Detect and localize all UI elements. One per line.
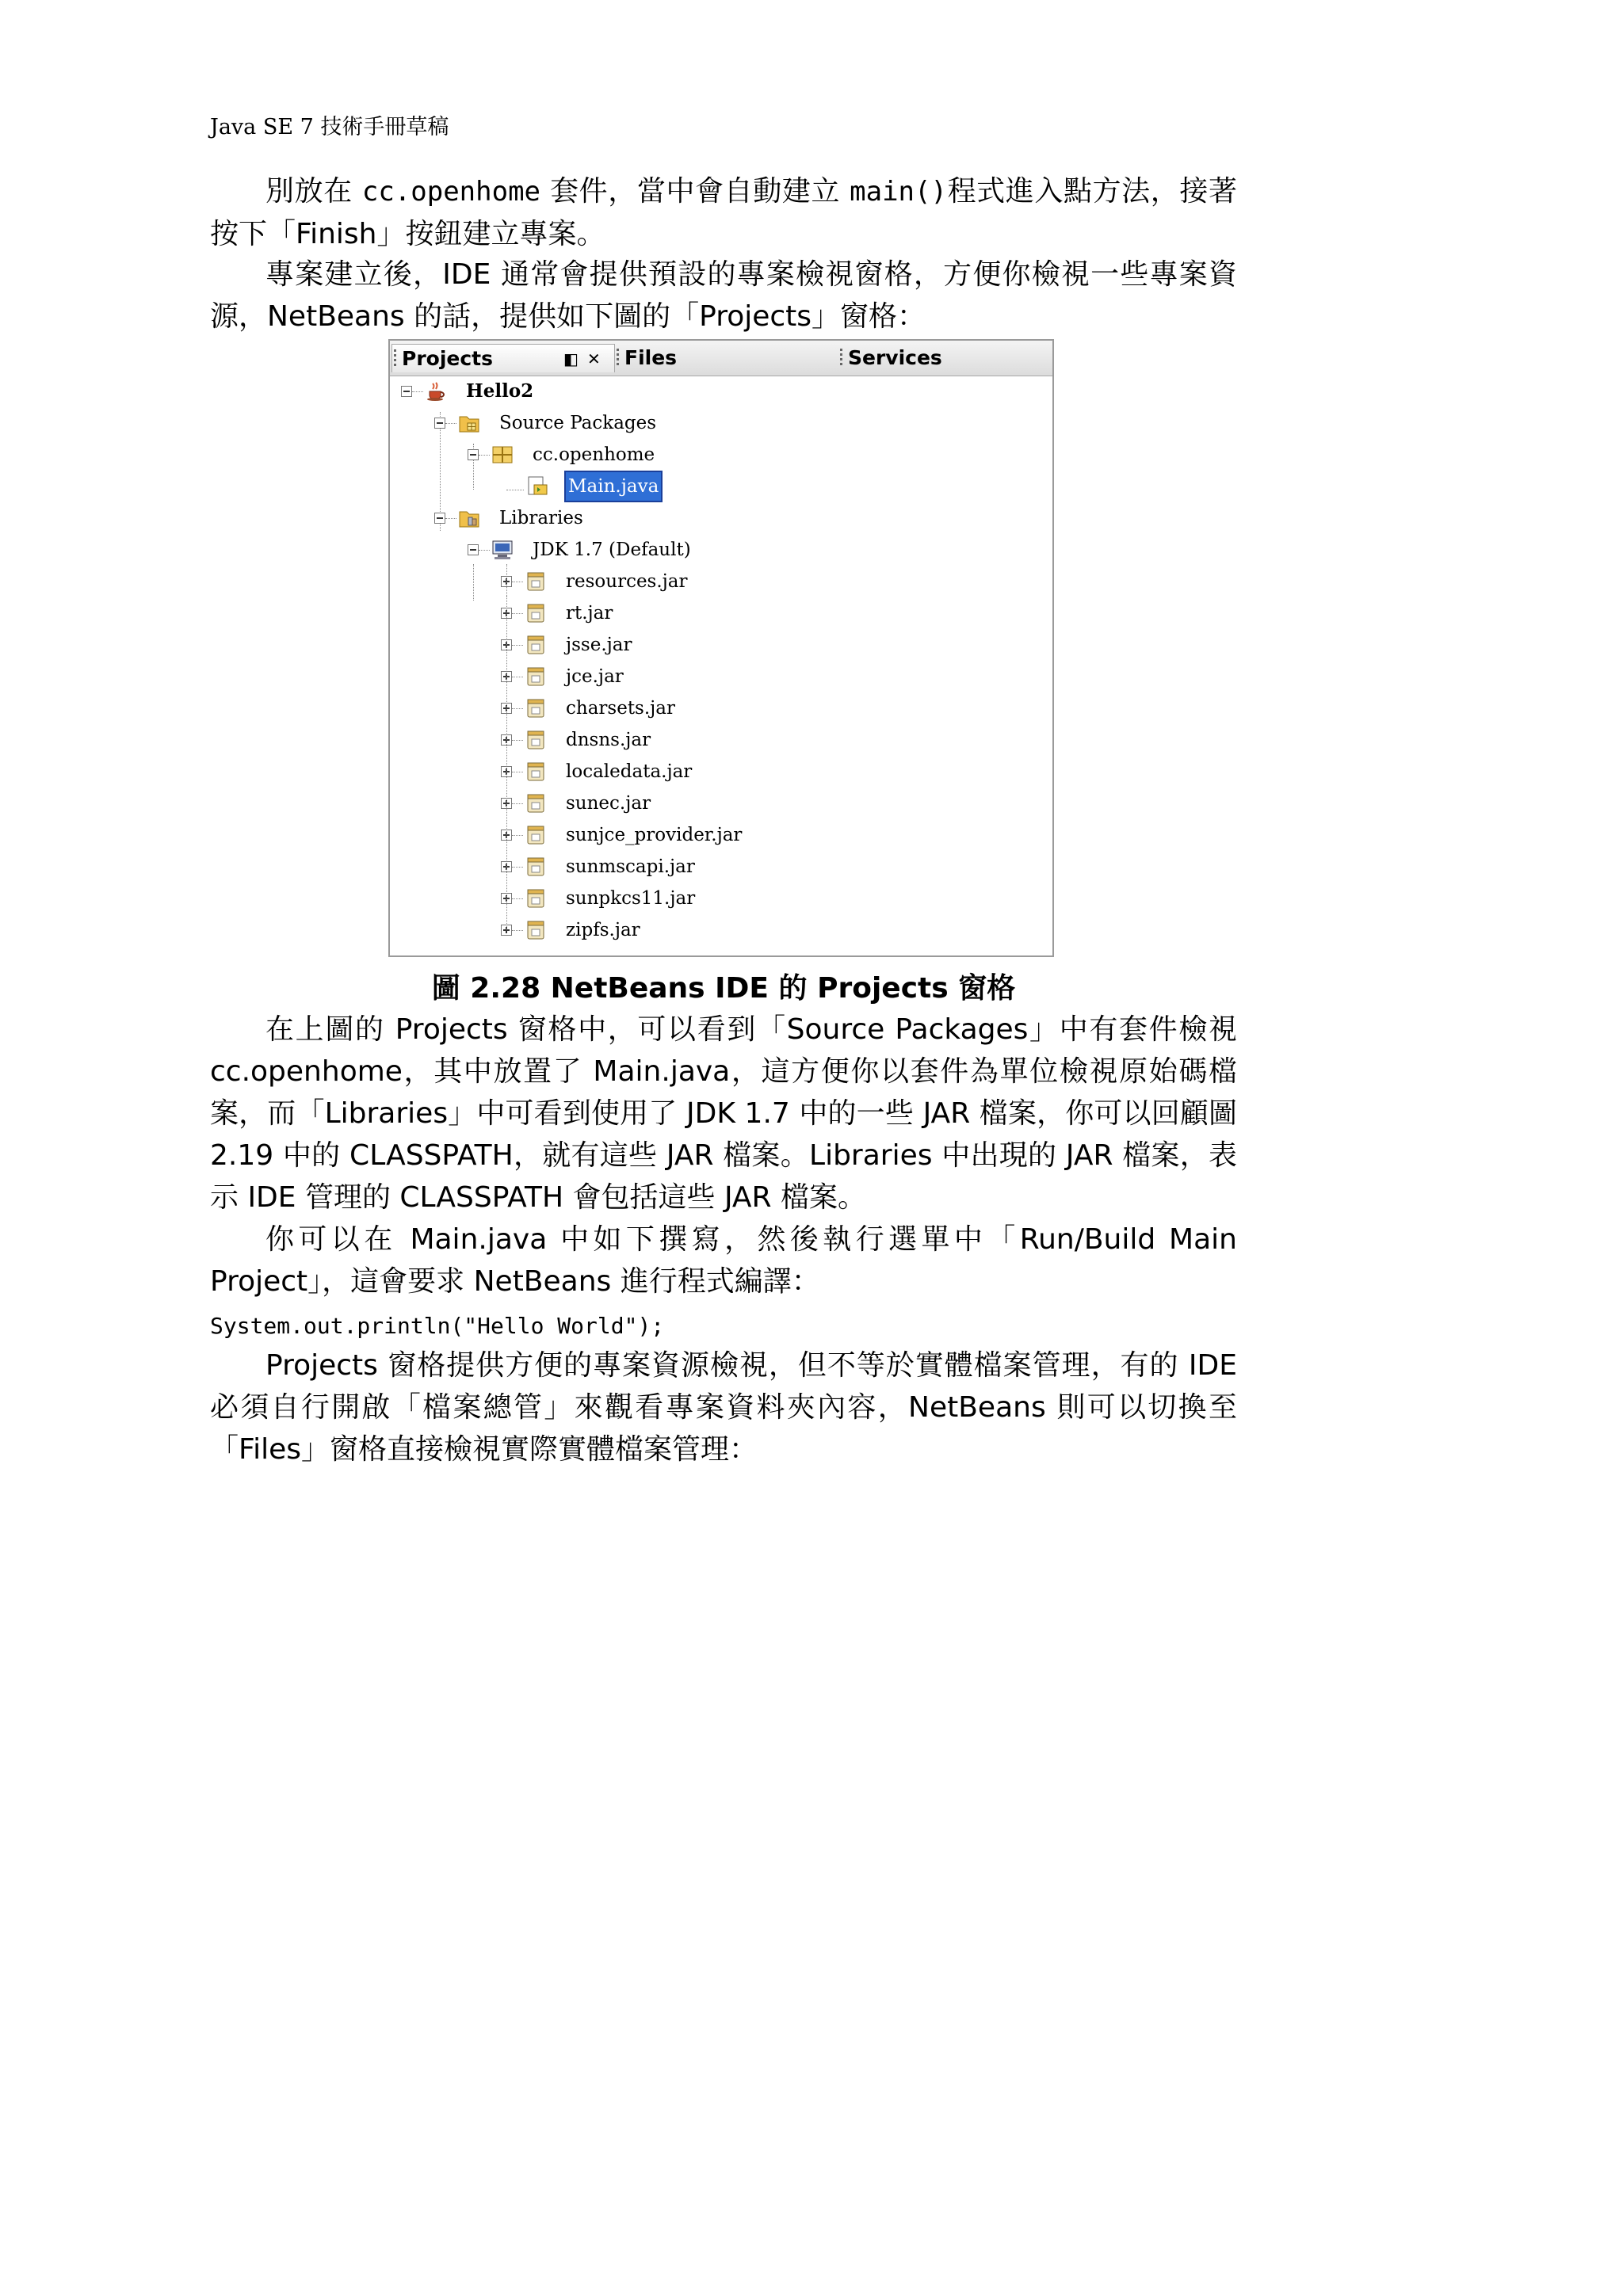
tree-node-libraries[interactable] <box>390 504 1024 532</box>
tab-services-label: Services <box>848 346 942 369</box>
jar-label: sunjce_provider.jar <box>566 825 743 845</box>
jar-file-icon <box>525 887 547 910</box>
tree-node-source-packages[interactable] <box>390 409 1024 437</box>
tree-node-main-java[interactable] <box>390 472 1024 501</box>
jar-label: zipfs.jar <box>566 920 640 940</box>
jar-file-icon <box>525 824 547 846</box>
jar-file-icon <box>525 761 547 783</box>
paragraph-1 <box>210 170 1237 255</box>
tree-node-jar[interactable] <box>390 726 1024 754</box>
tree-node-project[interactable] <box>390 377 1024 406</box>
jdk-label: JDK 1.7 (Default) <box>533 540 691 560</box>
jar-file-icon <box>525 666 547 688</box>
jar-label: dnsns.jar <box>566 730 651 750</box>
source-folder-icon <box>458 412 480 434</box>
p1-text-b: 套件，當中會自動建立 <box>540 175 850 208</box>
code-line: System.out.println("Hello World"); <box>210 1313 665 1339</box>
tree-node-jar[interactable] <box>390 631 1024 659</box>
minimize-icon[interactable]: ◧ <box>563 349 579 368</box>
tab-bar <box>390 341 1052 376</box>
tree-node-jar[interactable] <box>390 916 1024 944</box>
tree-node-jar[interactable] <box>390 599 1024 627</box>
tree-node-jar[interactable] <box>390 852 1024 881</box>
p1-code-main: main() <box>850 176 947 208</box>
tree-node-jar[interactable] <box>390 757 1024 786</box>
jar-file-icon <box>525 634 547 656</box>
tree-node-jdk[interactable] <box>390 536 1024 564</box>
jar-label: sunmscapi.jar <box>566 856 695 877</box>
source-packages-label: Source Packages <box>499 413 657 433</box>
tree-node-jar[interactable] <box>390 884 1024 913</box>
jar-file-icon <box>525 919 547 941</box>
jar-file-icon <box>525 570 547 593</box>
jar-label: sunec.jar <box>566 793 651 814</box>
paragraph-2: 專案建立後，IDE 通常會提供預設的專案檢視窗格，方便你檢視一些專案資源，NetBeans 的話，提供如下圖的「Projects」窗格： <box>210 258 1237 333</box>
tree-guide <box>506 564 507 930</box>
tab-grip-icon <box>394 349 396 368</box>
p1-code-package: cc.openhome <box>361 176 541 208</box>
collapse-toggle[interactable] <box>434 418 445 429</box>
collapse-toggle[interactable] <box>434 513 445 524</box>
jar-label: resources.jar <box>566 571 688 592</box>
package-label: cc.openhome <box>533 444 655 465</box>
project-name: Hello2 <box>466 380 534 402</box>
libraries-label: Libraries <box>499 508 583 528</box>
jdk-platform-icon <box>491 539 514 561</box>
jar-file-icon <box>525 697 547 719</box>
jar-label: charsets.jar <box>566 698 676 719</box>
jar-file-icon <box>525 856 547 878</box>
tree-node-jar[interactable] <box>390 662 1024 691</box>
jar-file-icon <box>525 792 547 814</box>
paragraph-3: 在上圖的 Projects 窗格中，可以看到「Source Packages」中有套件檢視 cc.openhome，其中放置了 Main.java，這方便你以套件為單位檢視原始碼檔案，而「Libraries」中可看到使用了 JDK 1.7 中的一些 JAR 檔案，你可以回顧圖 2.19 中的 CLASSPATH，就有這些 JAR 檔案。Libraries 中出現的 JAR 檔案，表示 IDE 管理的 CLASSPATH 會包括這些 JAR 檔案。 <box>210 1013 1237 1214</box>
collapse-toggle[interactable] <box>401 386 412 397</box>
tree-node-jar[interactable] <box>390 789 1024 818</box>
java-project-icon <box>425 380 447 402</box>
tab-grip-icon <box>617 349 619 368</box>
tab-projects-label: Projects <box>402 347 494 370</box>
java-file-icon <box>526 475 548 498</box>
package-icon <box>491 444 514 466</box>
jar-label: jce.jar <box>566 666 624 687</box>
netbeans-projects-window <box>388 339 1054 957</box>
tree-node-jar[interactable] <box>390 821 1024 849</box>
libraries-folder-icon <box>458 507 480 529</box>
running-header: Java SE 7 技術手冊草稿 <box>210 115 449 139</box>
tab-grip-icon <box>840 349 842 368</box>
tree-node-jar[interactable] <box>390 567 1024 596</box>
tab-files[interactable] <box>615 344 838 372</box>
figure-caption: 圖 2.28 NetBeans IDE 的 Projects 窗格 <box>431 972 1016 1005</box>
collapse-toggle[interactable] <box>468 449 479 460</box>
jar-file-icon <box>525 602 547 624</box>
collapse-toggle[interactable] <box>468 544 479 555</box>
close-icon[interactable]: ✕ <box>587 349 601 368</box>
jar-label: sunpkcs11.jar <box>566 888 696 909</box>
project-tree <box>390 377 1052 955</box>
paragraph-5: Projects 窗格提供方便的專案資源檢視，但不等於實體檔案管理，有的 IDE 必須自行開啟「檔案總管」來觀看專案資料夾內容，NetBeans 則可以切換至「Files」窗格直接檢視實際實體檔案管理： <box>210 1349 1237 1466</box>
jar-label: localedata.jar <box>566 761 693 782</box>
tree-node-jar[interactable] <box>390 694 1024 723</box>
p1-text-a: 別放在 <box>265 175 362 208</box>
tab-files-label: Files <box>624 346 678 369</box>
paragraph-4: 你可以在 Main.java 中如下撰寫，然後執行選單中「Run/Build Main Project」，這會要求 NetBeans 進行程式編譯： <box>210 1223 1237 1298</box>
jar-label: jsse.jar <box>566 635 632 655</box>
jar-label: rt.jar <box>566 603 613 624</box>
jar-file-icon <box>525 729 547 751</box>
tree-node-package[interactable] <box>390 441 1024 469</box>
tab-projects[interactable] <box>391 344 615 372</box>
main-java-label: Main.java <box>566 472 661 501</box>
p1-text-c: 程式進入點方法，接著按下「Finish」按鈕建立專案。 <box>210 175 1237 250</box>
tab-services[interactable] <box>838 344 1052 372</box>
